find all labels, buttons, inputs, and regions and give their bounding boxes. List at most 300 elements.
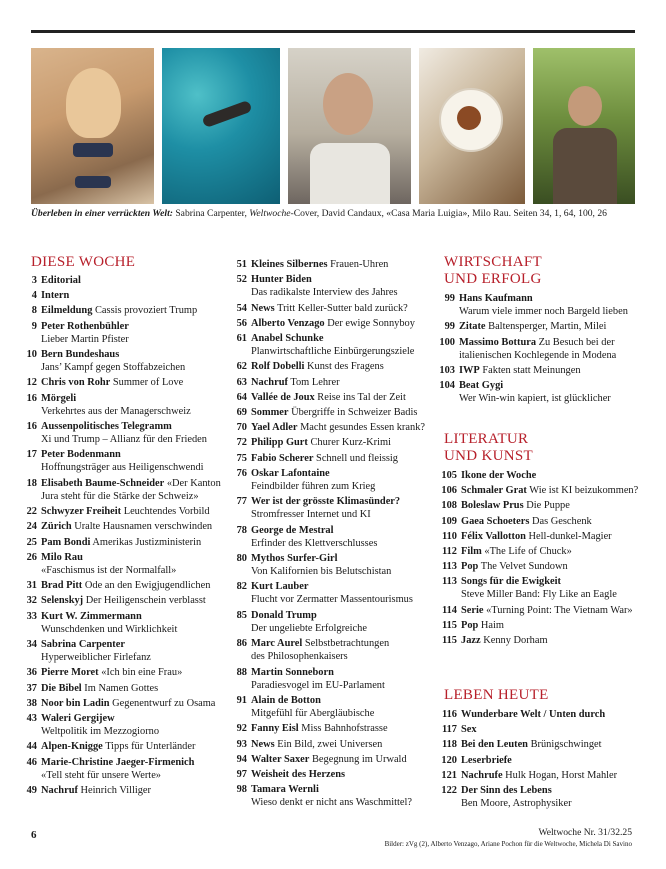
toc-page-number: 115: [441, 620, 457, 631]
toc-entry[interactable]: [441, 545, 572, 558]
toc-entry[interactable]: [236, 360, 384, 373]
toc-page-number: 25: [26, 536, 37, 548]
toc-entry[interactable]: [441, 560, 568, 573]
toc-title: Sex: [461, 724, 477, 736]
toc-subline: Flucht vor Zermatter Massentourismus: [251, 594, 413, 606]
toc-page-number: 75: [236, 452, 247, 464]
toc-title: Peter Rothenbühler: [41, 320, 129, 332]
toc-title: News: [251, 302, 275, 314]
toc-page-number: 9: [31, 320, 37, 332]
toc-entry[interactable]: [236, 609, 367, 635]
toc-entry[interactable]: [26, 697, 216, 710]
toc-subline: Das radikalste Interview des Jahres: [251, 287, 398, 299]
toc-entry[interactable]: [441, 515, 592, 528]
toc-subtitle: Schnell und fleissig: [313, 452, 398, 464]
toc-title: Kurt Lauber: [251, 581, 309, 593]
toc-entry[interactable]: [236, 421, 426, 434]
toc-title: Martin Sonneborn: [251, 666, 334, 678]
toc-title: Pop: [461, 561, 479, 573]
toc-subline: Hyperweiblicher Firlefanz: [41, 652, 151, 663]
toc-title: Hans Kaufmann: [459, 293, 533, 304]
toc-subtitle: Ode an den Ewigjugendlichen: [82, 580, 211, 592]
toc-page-number: 99: [444, 293, 455, 304]
toc-subtitle: Der Heiligenschein verblasst: [83, 595, 206, 607]
photo-swimmer-cover: [162, 48, 280, 204]
toc-title: Félix Vallotton: [461, 530, 526, 542]
toc-entry[interactable]: [236, 524, 378, 550]
toc-entry[interactable]: [441, 769, 618, 782]
toc-title: Eilmeldung: [41, 305, 93, 317]
toc-title: Hunter Biden: [251, 274, 312, 286]
toc-subtitle: Gegenentwurf zu Osama: [109, 697, 216, 709]
toc-entry[interactable]: [26, 536, 202, 549]
toc-page-number: 114: [441, 604, 457, 616]
toc-subline: des Philosophenkaisers: [251, 651, 348, 663]
toc-page-number: 121: [441, 769, 457, 781]
toc-entry[interactable]: [441, 469, 537, 482]
toc-page-number: 118: [441, 739, 457, 751]
toc-page-number: 64: [236, 391, 247, 403]
toc-title: Schwyzer Freiheit: [41, 506, 122, 518]
section-title-wirtschaft-line2: UND ERFOLG: [444, 271, 542, 287]
toc-entry[interactable]: [236, 302, 408, 315]
toc-title: Alpen-Knigge: [41, 741, 103, 753]
toc-subtitle: Churer Kurz-Krimi: [307, 437, 391, 449]
toc-subtitle: Wie ist KI beizukommen?: [526, 485, 639, 497]
toc-page-number: 17: [26, 449, 37, 461]
toc-page-number: 80: [236, 553, 247, 564]
toc-entry[interactable]: [26, 638, 151, 664]
toc-page-number: 44: [26, 741, 37, 753]
toc-title: Oskar Lafontaine: [251, 467, 330, 479]
section-title-wirtschaft: WIRTSCHAFT: [444, 254, 542, 270]
photo-milo-rau: [533, 48, 635, 204]
toc-subtitle: Kunst des Fragens: [304, 361, 384, 373]
toc-entry[interactable]: [236, 738, 383, 751]
toc-page-number: 36: [26, 667, 37, 679]
toc-subtitle: Selbstbetrachtungen: [302, 638, 390, 650]
toc-title: Kurt W. Zimmermann: [41, 610, 142, 622]
toc-entry[interactable]: [444, 320, 607, 333]
toc-subtitle: Heinrich Villiger: [77, 785, 152, 796]
toc-subline: Hoffnungsträger aus Heiligenschwendi: [41, 462, 204, 474]
toc-subtitle: Hell-dunkel-Magier: [525, 530, 612, 542]
toc-entry[interactable]: [26, 756, 195, 782]
toc-page-number: 33: [26, 610, 37, 622]
toc-page-number: 38: [26, 697, 37, 709]
toc-title: Songs für die Ewigkeit: [461, 576, 561, 588]
toc-page-number: 82: [236, 581, 247, 593]
toc-subline: Wunschdenken und Wirklichkeit: [41, 623, 178, 635]
toc-page-number: 77: [236, 496, 247, 508]
toc-page-number: 106: [441, 485, 457, 497]
toc-page-number: 26: [26, 551, 37, 563]
toc-title: Nachrufe: [461, 769, 503, 781]
toc-entry[interactable]: [26, 666, 183, 679]
toc-page-number: 4: [31, 290, 37, 302]
toc-subtitle: Reise ins Tal der Zeit: [314, 391, 406, 403]
toc-entry[interactable]: [31, 274, 81, 287]
toc-page-number: 69: [236, 407, 247, 418]
toc-entry[interactable]: [441, 499, 570, 512]
toc-subtitle: Summer of Love: [110, 377, 184, 389]
toc-page-number: 43: [26, 713, 37, 724]
toc-entry[interactable]: [26, 610, 178, 636]
toc-page-number: 8: [31, 305, 37, 317]
toc-subtitle: Cassis provoziert Trump: [92, 305, 198, 317]
toc-subtitle: Der ewige Sonnyboy: [324, 317, 415, 329]
toc-subline: Paradiesvogel im EU-Parlament: [251, 679, 385, 691]
toc-title: Gaea Schoeters: [461, 515, 530, 527]
toc-subtitle: Zu Besuch bei der: [536, 336, 615, 348]
toc-page-number: 3: [31, 275, 37, 286]
toc-title: Der Sinn des Lebens: [461, 785, 552, 796]
toc-entry[interactable]: [441, 723, 477, 736]
toc-subtitle: Hulk Hogan, Horst Mahler: [502, 769, 618, 781]
toc-subline: Planwirtschaftliche Einbürgerungsziele: [251, 346, 415, 357]
toc-page-number: 16: [26, 392, 37, 404]
toc-page-number: 10: [26, 349, 37, 360]
toc-subtitle: Übergriffe in Schweizer Badis: [288, 407, 418, 418]
toc-subtitle: Fakten statt Meinungen: [479, 365, 581, 376]
toc-entry[interactable]: [441, 738, 602, 751]
toc-title: Bern Bundeshaus: [41, 349, 120, 360]
toc-subtitle: Haim: [478, 620, 505, 631]
toc-subtitle: «Der Kanton: [164, 477, 221, 489]
toc-subtitle: «Turning Point: The Vietnam War»: [483, 604, 633, 616]
toc-entry[interactable]: [441, 708, 606, 721]
toc-title: Sommer: [251, 407, 289, 418]
toc-title: Massimo Bottura: [459, 336, 537, 348]
toc-entry[interactable]: [441, 634, 548, 647]
toc-page-number: 99: [444, 321, 455, 333]
toc-page-number: 22: [26, 506, 37, 518]
toc-subtitle: Frauen-Uhren: [327, 259, 389, 270]
toc-subline: Stromfresser Internet und KI: [251, 509, 371, 521]
toc-title: Peter Bodenmann: [41, 449, 121, 461]
toc-page-number: 51: [236, 259, 247, 270]
toc-page-number: 72: [236, 437, 247, 449]
toc-subtitle: Tipps für Unterländer: [102, 741, 196, 753]
toc-title: Nachruf: [251, 376, 288, 388]
toc-entry[interactable]: [236, 391, 406, 404]
toc-title: Wunderbare Welt / Unten durch: [461, 709, 606, 720]
toc-entry[interactable]: [236, 258, 389, 271]
caption-lead: Überleben in einer verrückten Welt:: [31, 208, 173, 219]
toc-entry[interactable]: [31, 304, 198, 317]
toc-title: Alain de Botton: [251, 695, 321, 706]
top-rule: [31, 30, 635, 33]
toc-subtitle: Leuchtendes Vorbild: [121, 506, 210, 518]
toc-entry[interactable]: [31, 289, 70, 302]
toc-subtitle: Tom Lehrer: [287, 376, 340, 388]
toc-title: Jazz: [461, 635, 481, 647]
toc-subline: Lieber Martin Pfister: [41, 333, 129, 345]
toc-entry[interactable]: [236, 768, 346, 781]
toc-title: Beat Gygi: [459, 380, 504, 392]
toc-page-number: 120: [441, 754, 457, 766]
toc-subline: Warum viele immer noch Bargeld lieben: [459, 306, 628, 317]
toc-page-number: 97: [236, 769, 247, 780]
toc-page-number: 32: [26, 595, 37, 607]
toc-entry[interactable]: [441, 754, 512, 767]
toc-title: Leserbriefe: [461, 754, 512, 766]
toc-subline: Xi und Trump – Allianz für den Frieden: [41, 434, 207, 445]
toc-entry[interactable]: [236, 552, 392, 578]
toc-entry[interactable]: [441, 619, 505, 632]
toc-subtitle: Begegnung im Urwald: [309, 753, 407, 765]
toc-subline: «Faschismus ist der Normalfall»: [41, 564, 177, 576]
toc-page-number: 91: [236, 695, 247, 706]
toc-title: Selenskyj: [41, 595, 84, 607]
toc-page-number: 88: [236, 666, 247, 678]
toc-entry[interactable]: [236, 495, 401, 521]
toc-entry[interactable]: [236, 436, 391, 449]
toc-entry[interactable]: [236, 637, 390, 663]
toc-page-number: 37: [26, 682, 37, 694]
toc-page-number: 63: [236, 376, 247, 388]
toc-title: Milo Rau: [41, 551, 83, 563]
toc-title: Rolf Dobelli: [251, 361, 305, 373]
toc-subline: Jans’ Kampf gegen Stoffabzeichen: [41, 362, 186, 373]
toc-subline: Jura steht für die Stärke der Schweiz»: [41, 490, 199, 502]
toc-page-number: 18: [26, 477, 37, 489]
toc-title: IWP: [459, 365, 480, 376]
toc-subline: Ben Moore, Astrophysiker: [461, 798, 572, 809]
toc-entry[interactable]: [26, 712, 160, 738]
toc-title: Donald Trump: [251, 609, 317, 621]
photo-sabrina-carpenter: [31, 48, 154, 204]
toc-entry[interactable]: [439, 379, 611, 405]
section-title-literatur-line2: UND KUNST: [444, 448, 533, 464]
toc-entry[interactable]: [26, 376, 184, 389]
toc-title: Noor bin Ladin: [41, 697, 110, 709]
toc-page-number: 113: [441, 561, 457, 573]
toc-entry[interactable]: [26, 551, 177, 577]
toc-entry[interactable]: [26, 682, 159, 695]
toc-title: Yael Adler: [251, 422, 298, 434]
toc-title: Ikone der Woche: [461, 470, 537, 481]
toc-title: Serie: [461, 604, 484, 616]
toc-title: Chris von Rohr: [41, 377, 111, 389]
photo-caption: [31, 208, 641, 220]
toc-page-number: 85: [236, 609, 247, 621]
toc-page-number: 92: [236, 723, 247, 735]
toc-page-number: 115: [441, 635, 457, 647]
toc-page-number: 61: [236, 333, 247, 344]
toc-entry[interactable]: [236, 452, 398, 465]
toc-title: Wer ist der grösste Klimasünder?: [251, 496, 401, 508]
toc-title: Sabrina Carpenter: [41, 639, 125, 650]
toc-title: Pop: [461, 620, 479, 631]
toc-entry[interactable]: [236, 317, 415, 330]
toc-subline: Wer Win-win kapiert, ist glücklicher: [459, 393, 611, 405]
toc-entry[interactable]: [236, 580, 413, 606]
toc-subtitle: Uralte Hausnamen verschwinden: [71, 521, 213, 533]
toc-title: Editorial: [41, 275, 81, 286]
toc-entry[interactable]: [26, 520, 213, 533]
toc-title: Zitate: [459, 321, 486, 333]
toc-page-number: 110: [441, 530, 457, 542]
toc-page-number: 56: [236, 317, 247, 329]
toc-subline: Wieso denkt er nicht ans Waschmittel?: [251, 797, 413, 809]
toc-title: Film: [461, 546, 482, 557]
caption-text-2: -Cover, David Candaux, «Casa Maria Luigia», Milo Rau. Seiten 34, 1, 64, 100, 26: [290, 208, 607, 219]
toc-page-number: 93: [236, 738, 247, 750]
toc-subtitle: Brünigschwinget: [527, 739, 602, 751]
toc-title: Marie-Christine Jaeger-Firmenich: [41, 756, 195, 768]
toc-page-number: 116: [441, 709, 457, 720]
toc-page-number: 12: [26, 377, 37, 389]
toc-subline: Mitgefühl für Abergläubische: [251, 708, 375, 719]
toc-page-number: 16: [26, 421, 37, 432]
toc-subline: Weltpolitik im Mezzogiorno: [41, 726, 160, 737]
toc-entry[interactable]: [236, 694, 375, 720]
toc-page-number: 103: [439, 365, 455, 376]
toc-entry[interactable]: [439, 364, 581, 377]
toc-page-number: 70: [236, 422, 247, 434]
toc-page-number: 100: [439, 336, 455, 348]
toc-entry[interactable]: [26, 740, 196, 753]
toc-entry[interactable]: [441, 530, 612, 543]
toc-entry[interactable]: [26, 594, 206, 607]
toc-subtitle: Macht gesundes Essen krank?: [297, 422, 426, 434]
toc-page-number: 62: [236, 361, 247, 373]
toc-entry[interactable]: [26, 505, 210, 518]
toc-entry[interactable]: [236, 332, 415, 358]
toc-entry[interactable]: [236, 722, 388, 735]
toc-page-number: 105: [441, 470, 457, 481]
caption-text: Sabrina Carpenter,: [172, 208, 250, 219]
toc-title: Elisabeth Baume-Schneider: [41, 477, 165, 489]
toc-entry[interactable]: [236, 783, 413, 809]
toc-title: Vallée de Joux: [251, 391, 315, 403]
toc-entry[interactable]: [26, 579, 211, 592]
toc-entry[interactable]: [441, 575, 617, 601]
toc-title: Boleslaw Prus: [461, 500, 524, 512]
toc-entry[interactable]: [439, 336, 617, 362]
toc-title: Walter Saxer: [251, 753, 310, 765]
toc-title: Fanny Eisl: [251, 723, 299, 735]
toc-entry[interactable]: [441, 604, 633, 617]
toc-title: Intern: [41, 290, 70, 302]
photo-david-candaux: [288, 48, 411, 204]
toc-subtitle: «The Life of Chuck»: [481, 546, 572, 557]
toc-title: Waleri Gergijew: [41, 713, 115, 724]
toc-page-number: 54: [236, 302, 247, 314]
toc-subline: Verkehrtes aus der Managerschweiz: [41, 405, 191, 417]
toc-title: News: [251, 738, 275, 750]
toc-entry[interactable]: [26, 392, 191, 418]
toc-page-number: 31: [26, 580, 37, 592]
toc-title: Fabio Scherer: [251, 452, 314, 464]
toc-entry[interactable]: [236, 753, 407, 766]
toc-entry[interactable]: [31, 320, 129, 346]
section-title-literatur: LITERATUR: [444, 431, 529, 447]
photo-strip: [31, 48, 635, 204]
toc-title: Tamara Wernli: [251, 784, 319, 796]
toc-page-number: 122: [441, 785, 457, 796]
toc-entry[interactable]: [441, 484, 639, 497]
toc-title: Mythos Surfer-Girl: [251, 553, 338, 564]
toc-title: Pam Bondi: [41, 536, 91, 548]
toc-entry[interactable]: [236, 376, 340, 389]
toc-entry[interactable]: [26, 477, 221, 503]
toc-entry[interactable]: [26, 448, 204, 474]
toc-subline: Steve Miller Band: Fly Like an Eagle: [461, 589, 617, 601]
toc-entry[interactable]: [236, 467, 376, 493]
photo-casa-maria-luigia: [419, 48, 525, 204]
toc-title: Bei den Leuten: [461, 739, 528, 751]
caption-italic: Weltwoche: [249, 208, 291, 219]
toc-title: Anabel Schunke: [251, 333, 324, 344]
toc-subtitle: Amerikas Justizministerin: [90, 536, 202, 548]
toc-page-number: 34: [26, 639, 37, 650]
photo-credits: Bilder: zVg (2), Alberto Venzago, Ariane Pochon für die Weltwoche, Michela Di Savino: [384, 840, 632, 848]
toc-title: Pierre Moret: [41, 667, 99, 679]
toc-page-number: 76: [236, 467, 247, 479]
toc-entry[interactable]: [26, 348, 186, 374]
toc-subtitle: Tritt Keller-Sutter bald zurück?: [274, 302, 408, 314]
toc-title: Die Bibel: [41, 682, 82, 694]
toc-entry[interactable]: [26, 420, 207, 446]
toc-entry[interactable]: [26, 784, 152, 797]
toc-subtitle: Im Namen Gottes: [81, 682, 159, 694]
toc-page-number: 117: [441, 724, 457, 736]
toc-title: Schmaler Grat: [461, 485, 527, 497]
toc-subtitle: «Ich bin eine Frau»: [98, 667, 183, 679]
toc-subtitle: Das Geschenk: [529, 515, 592, 527]
toc-page-number: 104: [439, 380, 455, 392]
toc-title: Alberto Venzago: [251, 317, 325, 329]
toc-page-number: 86: [236, 638, 247, 650]
toc-page-number: 94: [236, 753, 247, 765]
toc-page-number: 46: [26, 756, 37, 768]
toc-page-number: 113: [441, 576, 457, 588]
toc-subtitle: Die Puppe: [523, 500, 570, 512]
toc-page-number: 98: [236, 784, 247, 796]
toc-title: Nachruf: [41, 785, 78, 796]
toc-title: George de Mestral: [251, 524, 334, 536]
toc-page-number: 78: [236, 524, 247, 536]
section-title-diese-woche: DIESE WOCHE: [31, 254, 136, 270]
page-number: 6: [31, 829, 37, 841]
toc-entry[interactable]: [236, 273, 398, 299]
toc-page-number: 52: [236, 274, 247, 286]
toc-title: Marc Aurel: [251, 638, 303, 650]
toc-subtitle: The Velvet Sundown: [478, 561, 568, 573]
toc-page-number: 49: [26, 785, 37, 796]
toc-subline: Von Kalifornien bis Belutschistan: [251, 566, 392, 577]
toc-title: Mörgeli: [41, 392, 77, 404]
toc-subline: Erfinder des Klettverschlusses: [251, 537, 378, 549]
toc-entry[interactable]: [444, 292, 628, 318]
toc-subtitle: Ein Bild, zwei Universen: [274, 738, 383, 750]
toc-entry[interactable]: [236, 406, 418, 419]
toc-page-number: 108: [441, 500, 457, 512]
toc-entry[interactable]: [441, 784, 572, 810]
toc-page-number: 109: [441, 515, 457, 527]
toc-subline: Feindbilder führen zum Krieg: [251, 480, 376, 492]
section-title-leben: LEBEN HEUTE: [444, 687, 549, 703]
issue-label: Weltwoche Nr. 31/32.25: [538, 827, 632, 838]
toc-title: Kleines Silbernes: [251, 259, 328, 270]
toc-page-number: 112: [441, 546, 457, 557]
toc-entry[interactable]: [236, 666, 385, 692]
toc-title: Brad Pitt: [41, 580, 83, 592]
toc-title: Aussenpolitisches Telegramm: [41, 421, 172, 432]
toc-page-number: 24: [26, 521, 37, 533]
